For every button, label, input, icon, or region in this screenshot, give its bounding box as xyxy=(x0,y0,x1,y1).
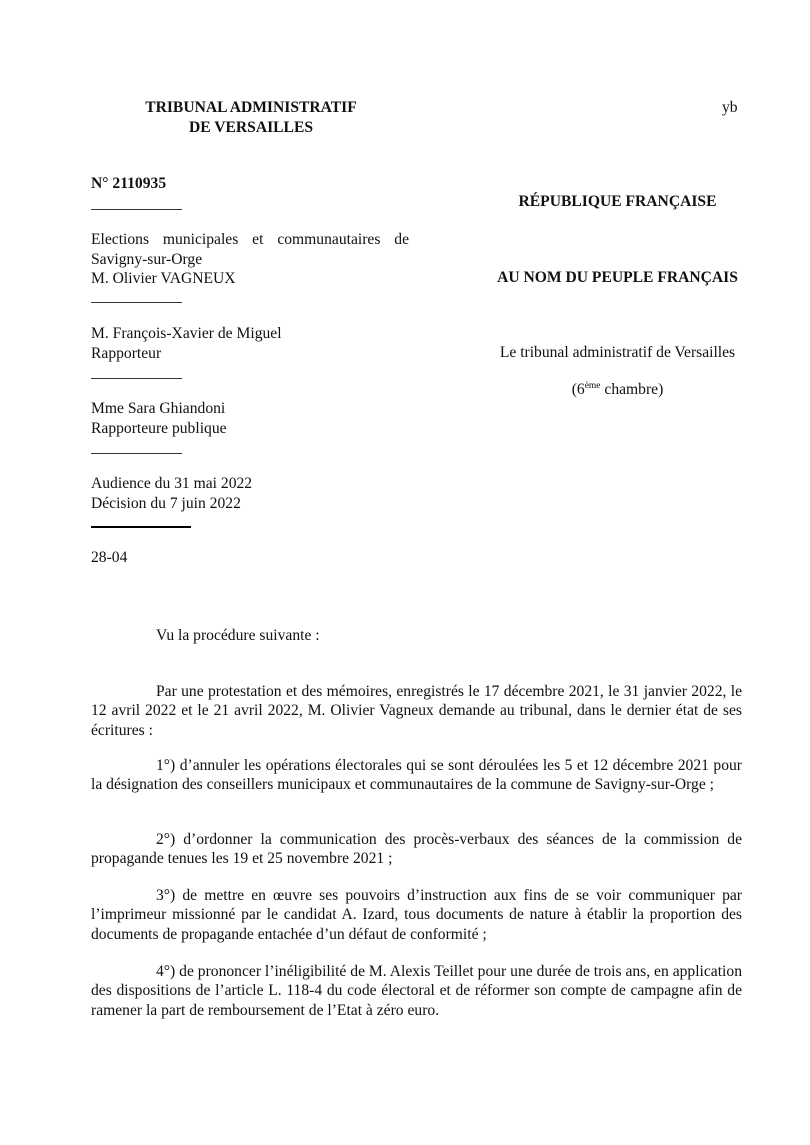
separator-line xyxy=(91,302,182,303)
chamber-suffix: chambre) xyxy=(600,381,664,398)
request-item-text: 1°) d’annuler les opérations électorales qui se sont déroulées les 5 et 12 décembre 2021 pour la désignation des conseillers municipaux et communautaires de la commune de Savigny-sur-Orge ; xyxy=(91,757,742,794)
paragraph-protest xyxy=(91,682,742,740)
public-rapporteur-role: Rapporteure publique xyxy=(91,419,227,437)
public-rapporteur-name: Mme Sara Ghiandoni xyxy=(91,400,226,417)
case-number: N° 2110935 xyxy=(91,175,167,192)
request-item-text: 3°) de mettre en œuvre ses pouvoirs d’instruction aux fins de se voir communiquer par l’imprimeur missionné par le candidat A. Izard, tous documents de nature à établir la proportion des documents de propagande entachée d’un défaut de conformité ; xyxy=(91,887,742,943)
case-subject xyxy=(91,230,409,289)
request-item-3 xyxy=(91,886,742,944)
subject-line2: Savigny-sur-Orge xyxy=(91,250,203,268)
paragraph-text: Par une protestation et des mémoires, enregistrés le 17 décembre 2021, le 31 janvier 2022, le 12 avril 2022 et le 21 avril 2022, M. Olivier Vagneux demande au tribunal, dans le dernier état de ses écritures : xyxy=(91,683,742,739)
court-name-header xyxy=(91,98,411,137)
rapporteur-role: Rapporteur xyxy=(91,344,162,362)
classification-code: 28-04 xyxy=(91,549,128,566)
procedure-intro: Vu la procédure suivante : xyxy=(156,627,320,644)
chamber-label xyxy=(440,380,795,400)
request-item-text: 4°) de prononcer l’inéligibilité de M. Alexis Teillet pour une durée de trois ans, en application des dispositions de l’article L. 118-4 du code électoral et de réformer son compte de campagne afin de ramener la part de remboursement de l’Etat à zéro euro. xyxy=(91,963,742,1019)
hearing-date: Audience du 31 mai 2022 xyxy=(91,475,253,492)
separator-line xyxy=(91,378,182,379)
tribunal-name: Le tribunal administratif de Versailles xyxy=(499,344,736,361)
clerk-initials: yb xyxy=(722,99,738,116)
rapporteur-name: M. François-Xavier de Miguel xyxy=(91,325,282,342)
court-name-line2: DE VERSAILLES xyxy=(188,118,314,136)
chamber-superscript: ème xyxy=(584,381,601,391)
decision-date: Décision du 7 juin 2022 xyxy=(91,494,241,512)
request-item-1 xyxy=(91,756,742,795)
peuple-francais-heading: AU NOM DU PEUPLE FRANÇAIS xyxy=(497,269,738,286)
public-rapporteur-block xyxy=(91,399,227,438)
separator-line-thick xyxy=(91,526,191,528)
separator-line xyxy=(91,209,182,210)
dates-block xyxy=(91,474,252,513)
republic-heading: RÉPUBLIQUE FRANÇAISE xyxy=(518,193,717,210)
separator-line xyxy=(91,453,182,454)
claimant-name: M. Olivier VAGNEUX xyxy=(91,270,236,287)
request-item-text: 2°) d’ordonner la communication des procès-verbaux des séances de la commission de propagande tenues les 19 et 25 novembre 2021 ; xyxy=(91,831,742,868)
rapporteur-block xyxy=(91,324,282,363)
subject-line1: Elections municipales et communautaires de xyxy=(91,231,409,248)
request-item-2 xyxy=(91,830,742,869)
chamber-prefix: (6 xyxy=(571,381,585,398)
court-name-line1: TRIBUNAL ADMINISTRATIF xyxy=(145,99,357,116)
request-item-4 xyxy=(91,962,742,1020)
